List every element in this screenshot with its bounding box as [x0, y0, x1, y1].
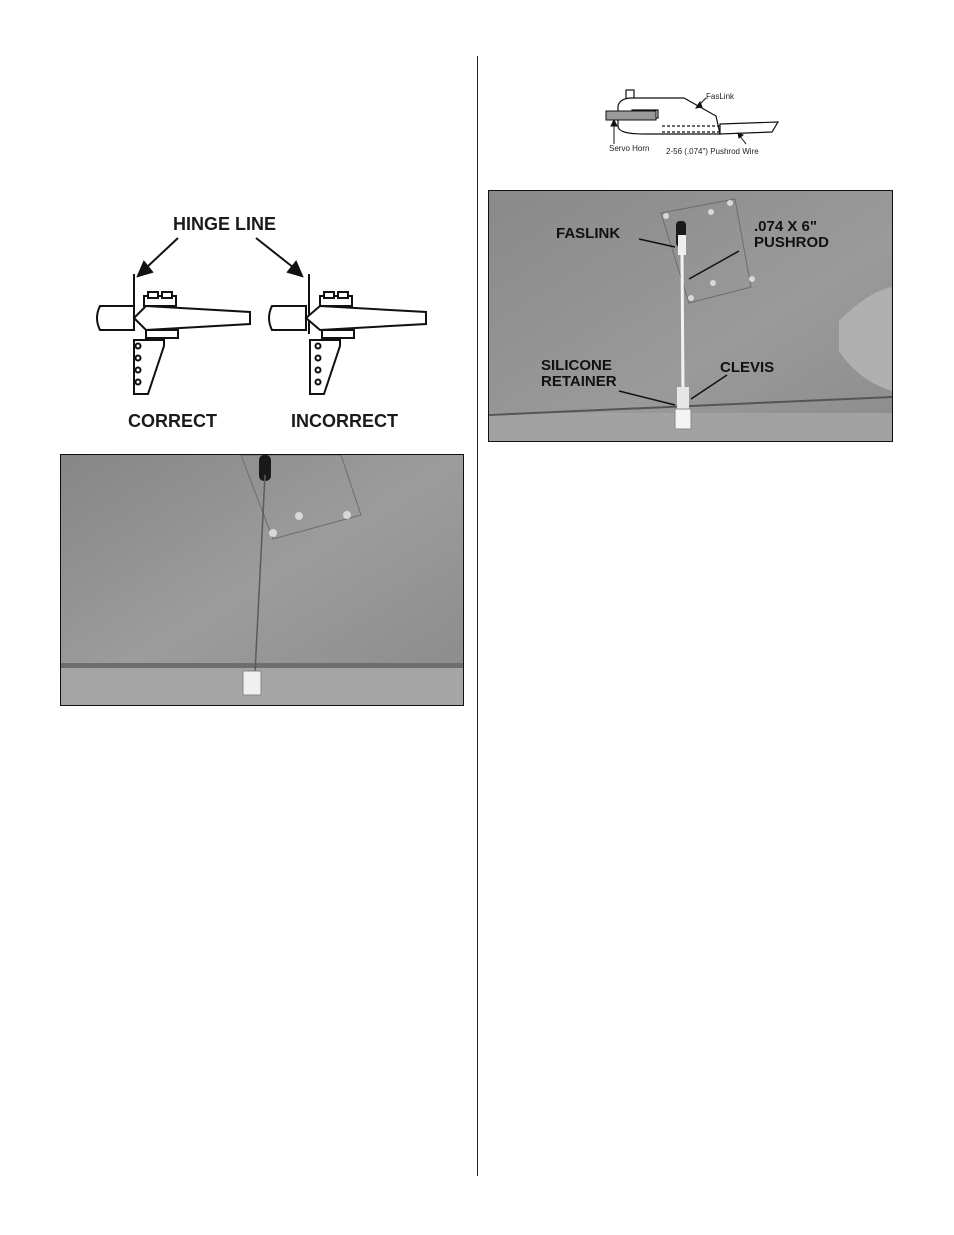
- control-horn-photo: [60, 454, 464, 706]
- faslink-photo-label: FASLINK: [556, 225, 621, 242]
- hinge-incorrect-label: INCORRECT: [291, 411, 398, 431]
- hinge-correct-drawing: [97, 274, 250, 394]
- faslink-diagram-label: FasLink: [706, 92, 735, 101]
- column-divider: [477, 56, 478, 1176]
- control-horn-photo-art: [61, 455, 463, 705]
- hinge-line-title: HINGE LINE: [173, 214, 277, 234]
- silicone-label-line2: RETAINER: [541, 373, 617, 390]
- pushrod-installation-photo: [488, 190, 893, 442]
- hinge-arrow-left: [138, 238, 178, 276]
- pushrod-label-line2: PUSHROD: [754, 234, 830, 251]
- hinge-arrow-right: [256, 238, 302, 276]
- hinge-line-diagram: [90, 234, 440, 404]
- pushrod-photo-art: [489, 191, 892, 441]
- pushrod-wire-label: 2-56 (.074") Pushrod Wire: [666, 147, 759, 156]
- hinge-correct-label: CORRECT: [128, 411, 217, 431]
- servo-horn-label: Servo Horn: [609, 144, 650, 153]
- clevis-label: CLEVIS: [720, 359, 775, 376]
- hinge-incorrect-drawing: [269, 274, 426, 394]
- silicone-label-line1: SILICONE: [541, 357, 612, 374]
- pushrod-label-line1: .074 X 6": [754, 218, 817, 235]
